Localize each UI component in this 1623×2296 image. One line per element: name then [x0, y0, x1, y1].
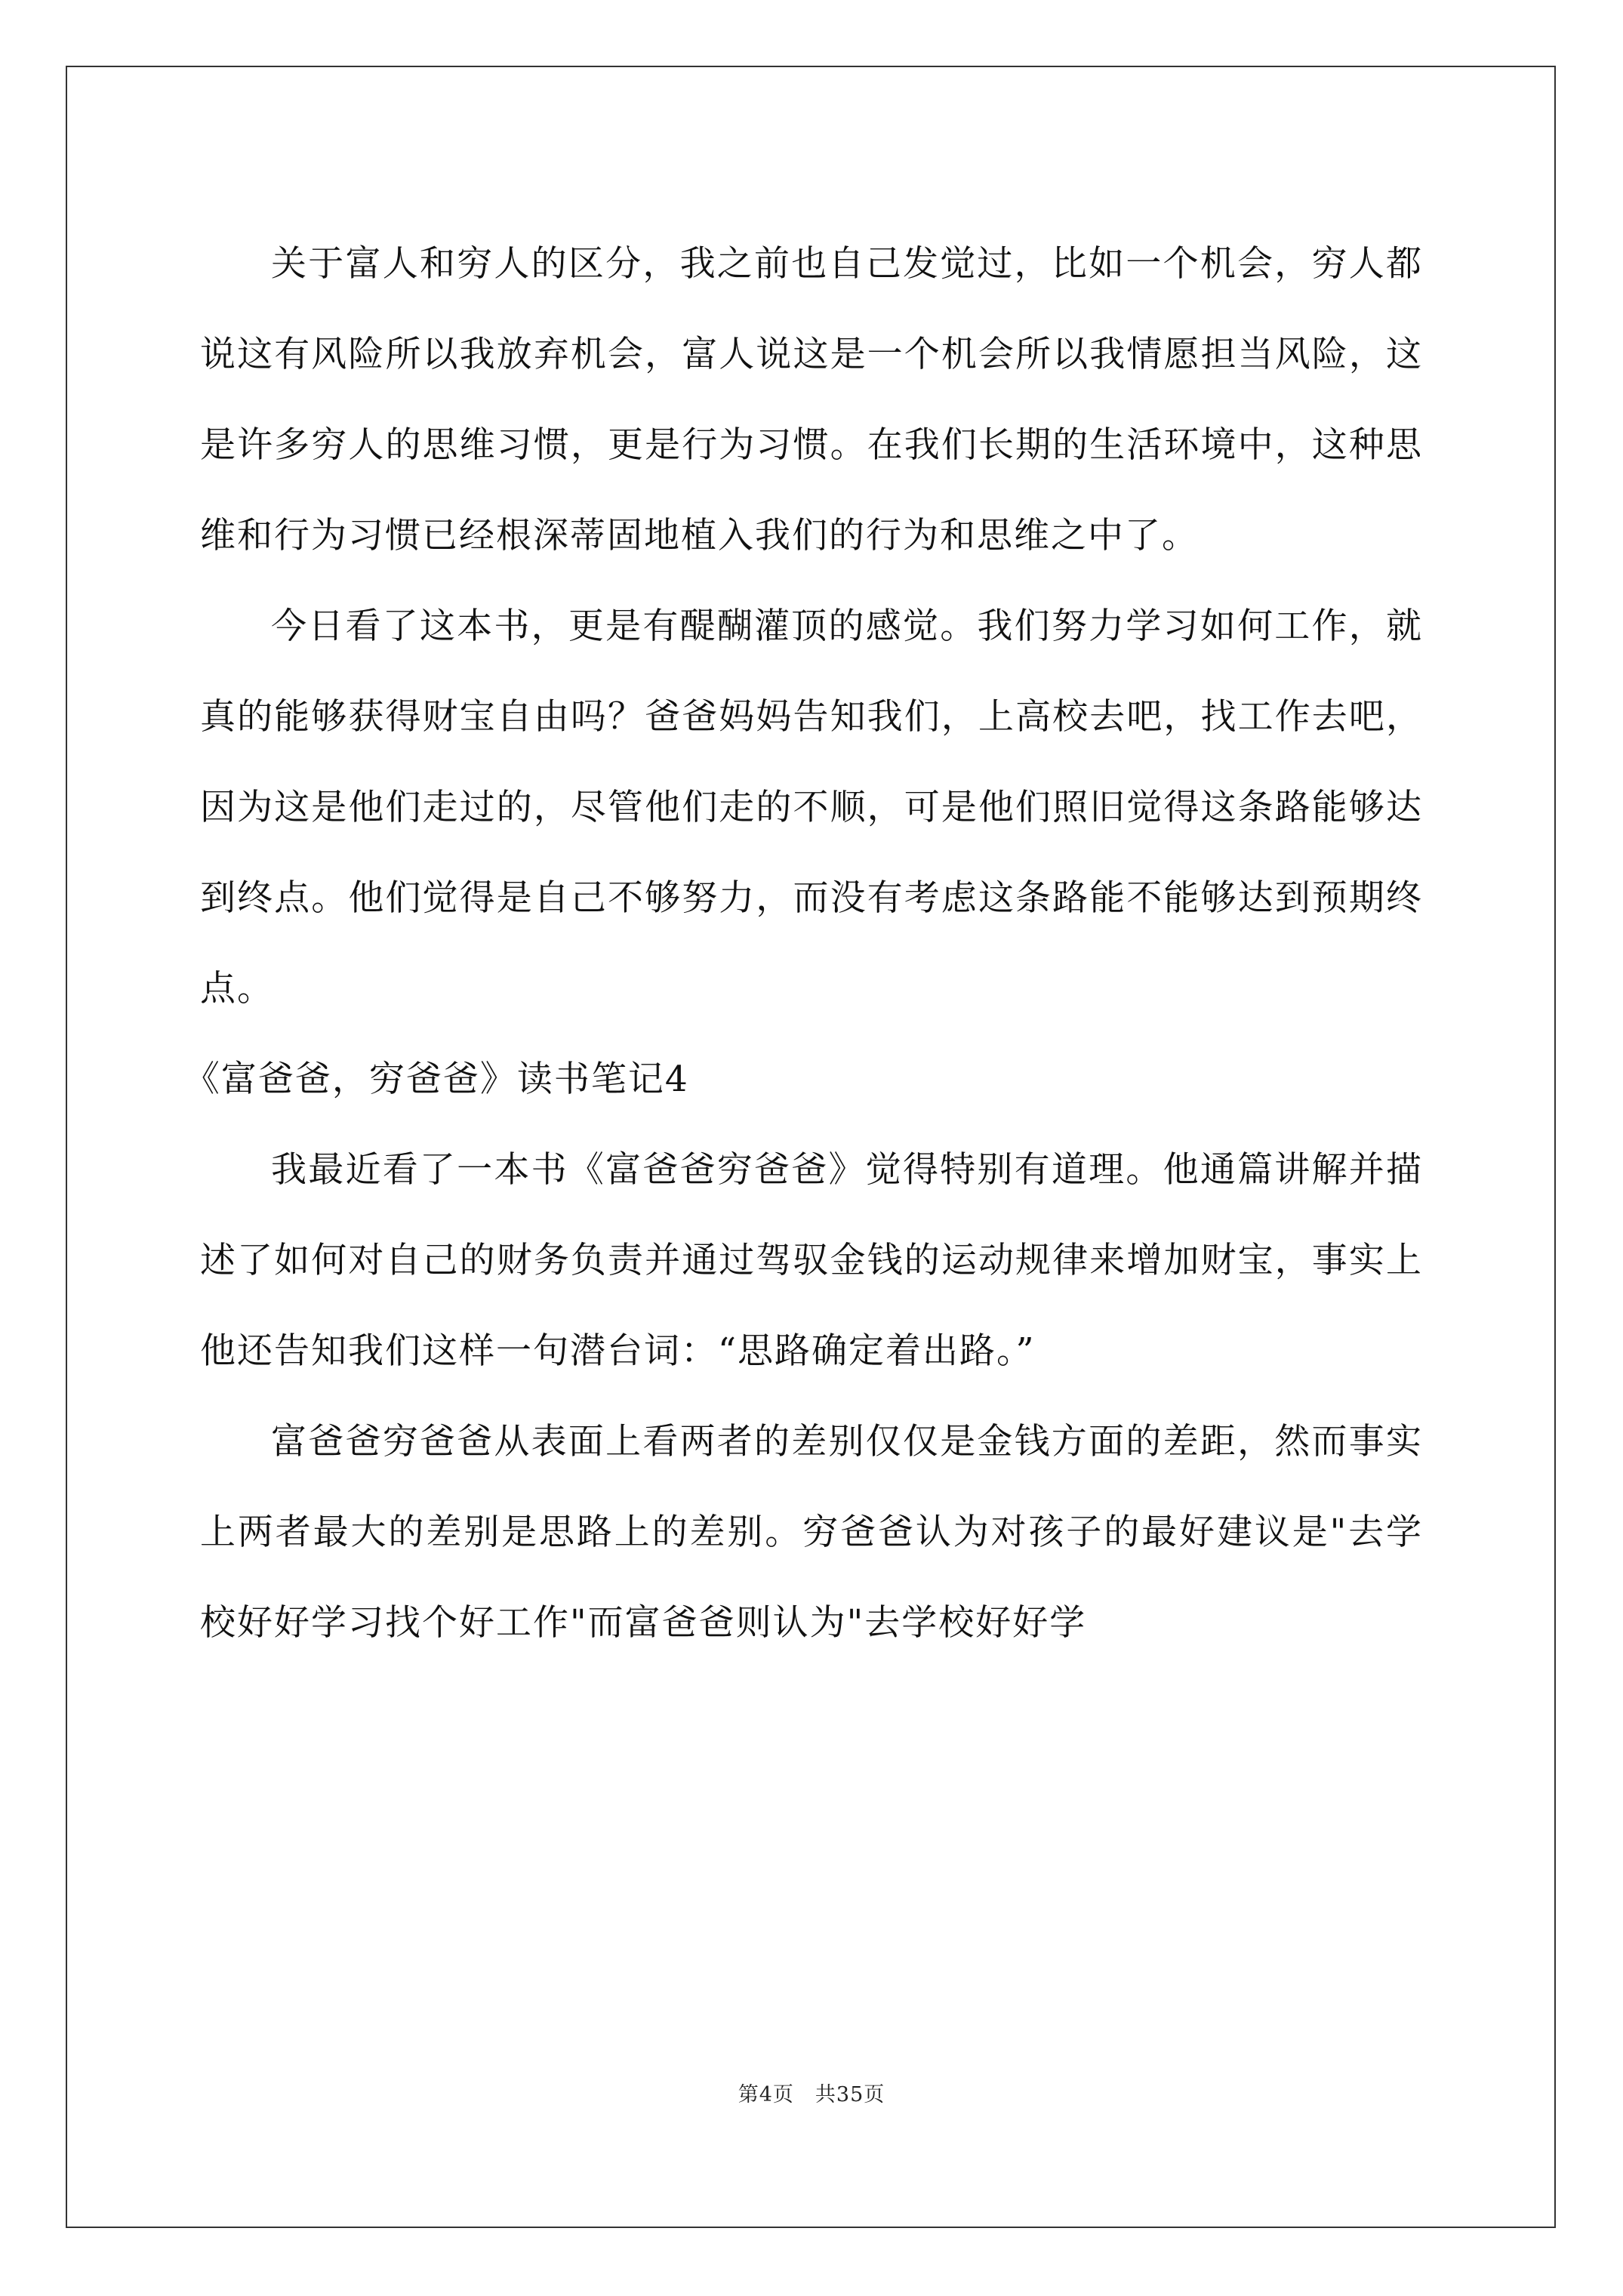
- page-footer: 第4页 共35页: [738, 2083, 885, 2106]
- paragraph-book-impression: 今日看了这本书，更是有醍醐灌顶的感觉。我们努力学习如何工作，就真的能够获得财宝自由吗？爸爸妈妈告知我们，上高校去吧，找工作去吧，因为这是他们走过的，尽管他们走的不顺，可是他们照旧觉得这条路能够达到终点。他们觉得是自己不够努力，而没有考虑这条路能不能够达到预期终点。: [200, 606, 1423, 1009]
- paragraph-two-fathers-difference: 富爸爸穷爸爸从表面上看两者的差别仅仅是金钱方面的差距，然而事实上两者最大的差别是思路上的差别。穷爸爸认为对孩子的最好建议是"去学校好好学习找个好工作"而富爸爸则认为"去学校好好学: [200, 1421, 1423, 1644]
- document-body: [183, 219, 1423, 1669]
- section-heading: 《富爸爸，穷爸爸》读书笔记4: [183, 1059, 689, 1100]
- paragraph-book-summary: 我最近看了一本书《富爸爸穷爸爸》觉得特别有道理。他通篇讲解并描述了如何对自己的财务负责并通过驾驭金钱的运动规律来增加财宝，事实上他还告知我们这样一句潜台词：“思路确定着出路。”: [200, 1149, 1423, 1372]
- paragraph-rich-vs-poor-thinking: 关于富人和穷人的区分，我之前也自己发觉过，比如一个机会，穷人都说这有风险所以我放弃机会，富人说这是一个机会所以我情愿担当风险，这是许多穷人的思维习惯，更是行为习惯。在我们长期的生活环境中，这种思维和行为习惯已经根深蒂固地植入我们的行为和思维之中了。: [200, 243, 1423, 556]
